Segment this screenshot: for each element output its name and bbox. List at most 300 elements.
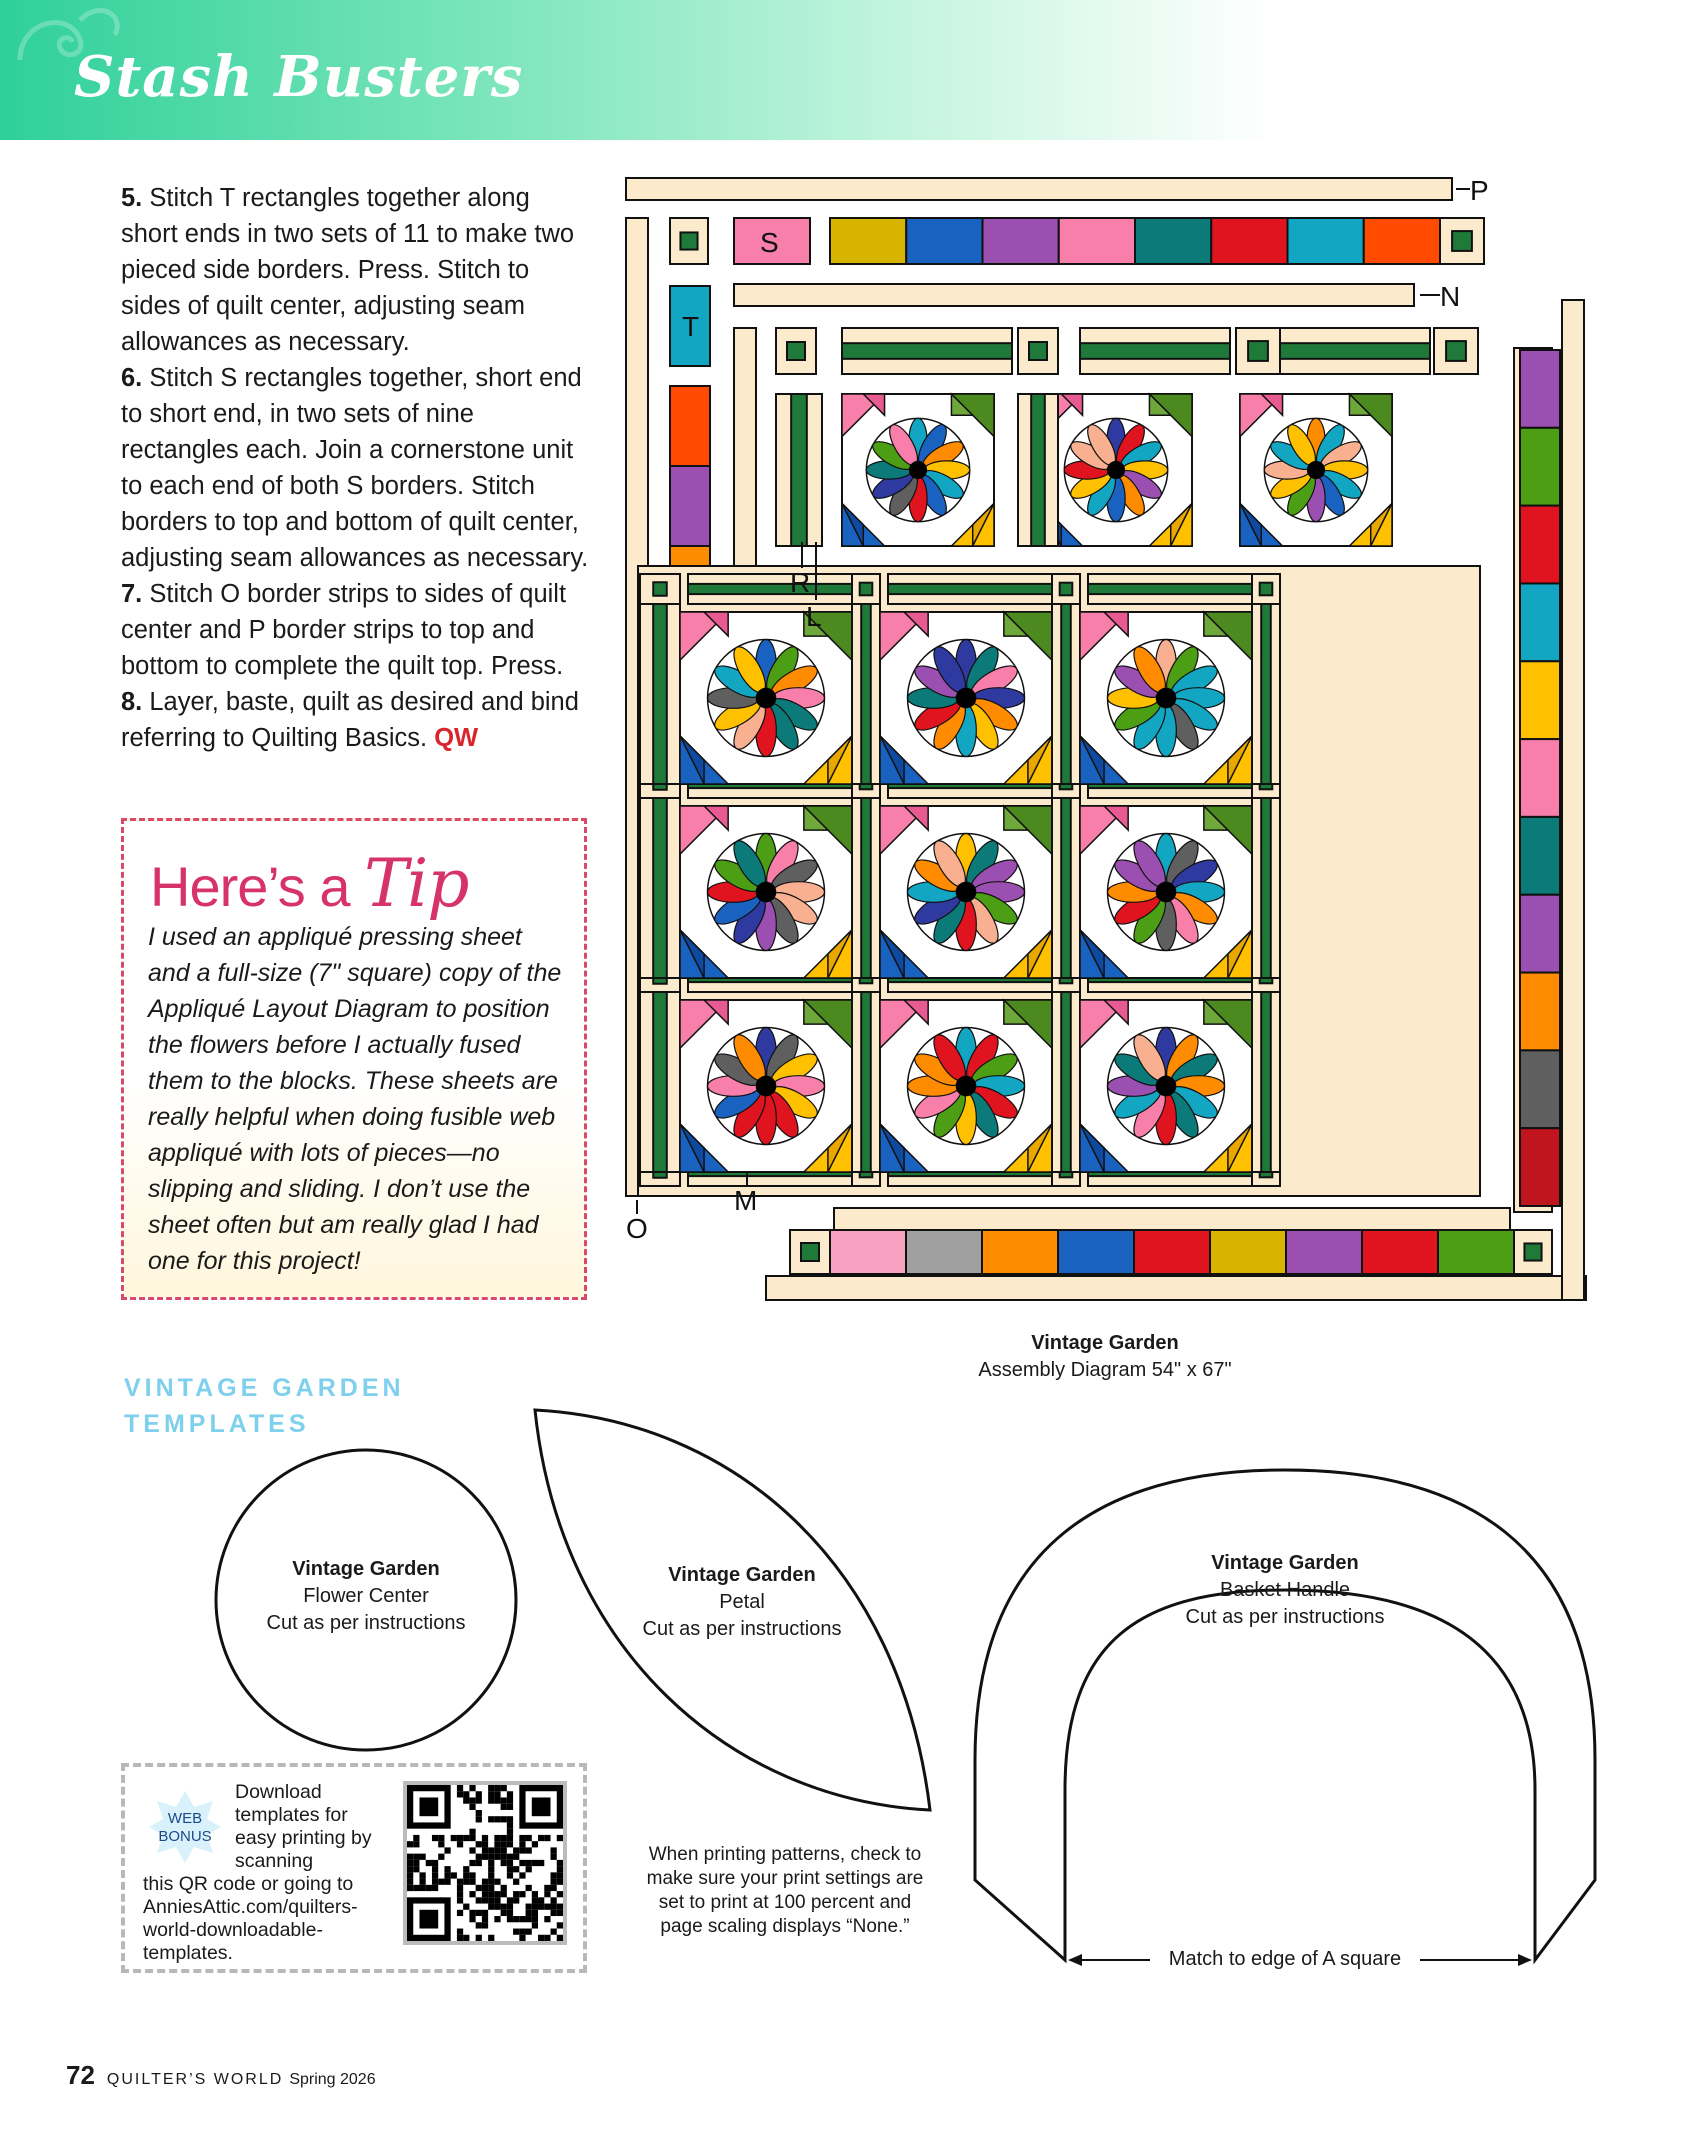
sashing-green bbox=[1261, 798, 1271, 978]
qr-module bbox=[551, 1929, 557, 1935]
flower-center bbox=[1107, 461, 1125, 479]
border-t-piece bbox=[1520, 1128, 1560, 1206]
cornerstone-center bbox=[860, 583, 873, 596]
tip-title: Here’s a Tip bbox=[150, 845, 469, 922]
border-t-piece bbox=[1520, 973, 1560, 1051]
cornerstone-center bbox=[1029, 342, 1047, 360]
qr-module bbox=[482, 1922, 488, 1928]
qr-module bbox=[507, 1797, 513, 1803]
qr-module bbox=[476, 1910, 482, 1916]
border-s-piece bbox=[1286, 1230, 1362, 1274]
tip-box bbox=[121, 818, 587, 1300]
qr-module bbox=[494, 1797, 500, 1803]
qr-module bbox=[526, 1916, 532, 1922]
qr-module bbox=[407, 1866, 413, 1872]
qr-module bbox=[482, 1847, 488, 1853]
basket-handle-label: Vintage Garden Basket Handle Cut as per instructions bbox=[1185, 1552, 1385, 1628]
qr-module bbox=[407, 1879, 413, 1885]
border-t-piece bbox=[1520, 506, 1560, 584]
qr-module bbox=[494, 1847, 500, 1853]
qr-module bbox=[526, 1904, 532, 1910]
qr-module bbox=[557, 1866, 563, 1872]
qr-module bbox=[557, 1910, 563, 1916]
qr-module bbox=[457, 1897, 463, 1903]
flower-center bbox=[756, 1076, 777, 1097]
sashing-green bbox=[1088, 584, 1252, 594]
qr-code[interactable] bbox=[403, 1781, 567, 1945]
qr-module bbox=[432, 1872, 438, 1878]
qr-module bbox=[507, 1816, 513, 1822]
qr-module bbox=[532, 1922, 538, 1928]
qr-module bbox=[407, 1872, 413, 1878]
magazine-name: QUILTER’S WORLD bbox=[106, 2071, 284, 2088]
qr-module bbox=[532, 1860, 538, 1866]
border-s-piece bbox=[1288, 218, 1364, 264]
qr-module bbox=[501, 1797, 507, 1803]
qr-module bbox=[457, 1885, 463, 1891]
qr-module bbox=[419, 1854, 425, 1860]
qr-module bbox=[519, 1835, 525, 1841]
qr-module bbox=[413, 1854, 419, 1860]
qr-module bbox=[476, 1791, 482, 1797]
svg-text:BONUS: BONUS bbox=[158, 1828, 212, 1845]
flower-center bbox=[1156, 688, 1177, 709]
qr-module bbox=[432, 1835, 438, 1841]
qr-module bbox=[526, 1835, 532, 1841]
templates-heading: VINTAGE GARDEN TEMPLATES bbox=[124, 1374, 405, 1438]
border-t-piece bbox=[1520, 1050, 1560, 1128]
qr-module bbox=[557, 1879, 563, 1885]
flower-center-label: Vintage Garden Flower Center Cut as per instructions bbox=[266, 1558, 466, 1634]
qr-module bbox=[557, 1891, 563, 1897]
sashing-green bbox=[842, 343, 1012, 359]
qr-module bbox=[482, 1841, 488, 1847]
qr-module bbox=[432, 1879, 438, 1885]
qr-module bbox=[507, 1829, 513, 1835]
qr-module bbox=[482, 1897, 488, 1903]
qr-module bbox=[488, 1797, 494, 1803]
qr-module bbox=[488, 1860, 494, 1866]
qr-module bbox=[469, 1804, 475, 1810]
qr-module bbox=[438, 1879, 444, 1885]
border-t-piece bbox=[670, 386, 710, 466]
step-7: 7. Stitch O border strips to sides of quilt center and P border strips to top and bottom to complete the quilt top. Press. bbox=[121, 580, 567, 680]
qr-module bbox=[494, 1916, 500, 1922]
qr-module bbox=[513, 1866, 519, 1872]
qr-module bbox=[501, 1910, 507, 1916]
qr-module bbox=[469, 1797, 475, 1803]
qr-module bbox=[457, 1879, 463, 1885]
label-m: M bbox=[734, 1185, 758, 1216]
border-s-piece bbox=[830, 218, 906, 264]
qr-module bbox=[507, 1804, 513, 1810]
label-n: N bbox=[1440, 281, 1461, 312]
qr-module bbox=[419, 1879, 425, 1885]
flower-center bbox=[956, 882, 977, 903]
cornerstone-center bbox=[1260, 583, 1273, 596]
qr-module bbox=[457, 1785, 463, 1791]
step-6: 6. Stitch S rectangles together, short end to short end, in two sets of nine rectangles each. Join a cornerstone unit to each end of both S borders. Stitch borders to top and bottom of quilt center, adjusting seam allowances as necessary. bbox=[121, 364, 589, 572]
qr-module bbox=[551, 1854, 557, 1860]
qr-module bbox=[519, 1872, 525, 1878]
qr-module bbox=[476, 1922, 482, 1928]
qr-module bbox=[407, 1885, 413, 1891]
qr-module bbox=[501, 1841, 507, 1847]
qr-module bbox=[551, 1897, 557, 1903]
qr-module bbox=[457, 1910, 463, 1916]
sashing-green bbox=[1261, 604, 1271, 784]
border-n-strip bbox=[734, 284, 1414, 306]
qr-module bbox=[494, 1904, 500, 1910]
qr-module bbox=[469, 1910, 475, 1916]
qr-module bbox=[513, 1879, 519, 1885]
qr-module bbox=[413, 1885, 419, 1891]
qr-module bbox=[488, 1791, 494, 1797]
cornerstone-center bbox=[1248, 341, 1268, 361]
flower-center bbox=[956, 1076, 977, 1097]
qr-module bbox=[538, 1835, 544, 1841]
qr-module bbox=[488, 1904, 494, 1910]
qr-module bbox=[469, 1785, 475, 1791]
qr-module bbox=[557, 1935, 563, 1941]
border-s-piece bbox=[1135, 218, 1211, 264]
qr-module bbox=[526, 1860, 532, 1866]
qr-module bbox=[532, 1916, 538, 1922]
sashing-green bbox=[1031, 394, 1045, 546]
qr-module bbox=[432, 1885, 438, 1891]
qr-module bbox=[476, 1897, 482, 1903]
qr-module bbox=[507, 1897, 513, 1903]
border-s-piece bbox=[906, 1230, 982, 1274]
cornerstone-center bbox=[801, 1243, 819, 1261]
qr-module bbox=[544, 1835, 550, 1841]
qr-module bbox=[507, 1835, 513, 1841]
qr-module bbox=[488, 1854, 494, 1860]
qr-module bbox=[538, 1935, 544, 1941]
border-s-piece bbox=[1059, 218, 1135, 264]
qr-module bbox=[532, 1897, 538, 1903]
cornerstone-center bbox=[1524, 1243, 1541, 1260]
border-s-piece bbox=[983, 218, 1059, 264]
qr-module bbox=[519, 1891, 525, 1897]
qr-module bbox=[544, 1885, 550, 1891]
qr-module bbox=[463, 1866, 469, 1872]
qr-module bbox=[519, 1860, 525, 1866]
footer bbox=[66, 2060, 376, 2091]
qr-module bbox=[507, 1854, 513, 1860]
border-t-piece bbox=[1520, 817, 1560, 895]
qr-module bbox=[501, 1835, 507, 1841]
instruction-steps bbox=[121, 180, 591, 756]
qr-module bbox=[501, 1885, 507, 1891]
qr-module bbox=[501, 1816, 507, 1822]
qr-module bbox=[419, 1910, 438, 1929]
qr-module bbox=[494, 1791, 500, 1797]
border-t-piece bbox=[1520, 661, 1560, 739]
label-r: R bbox=[790, 567, 811, 598]
qr-module bbox=[413, 1835, 419, 1841]
qr-module bbox=[438, 1854, 444, 1860]
qr-module bbox=[469, 1916, 475, 1922]
qr-module bbox=[544, 1891, 550, 1897]
qr-module bbox=[413, 1841, 419, 1847]
qr-module bbox=[519, 1935, 525, 1941]
qr-module bbox=[538, 1860, 544, 1866]
svg-text:WEB: WEB bbox=[167, 1810, 203, 1827]
step-5: 5. Stitch T rectangles together along short ends in two sets of 11 to make two pieced side borders. Press. Stitch to sides of quilt center, adjusting seam allowances as necessary. bbox=[121, 184, 575, 356]
border-s-piece bbox=[1134, 1230, 1210, 1274]
qr-module bbox=[532, 1797, 551, 1816]
sashing-green bbox=[1061, 604, 1071, 784]
qr-module bbox=[494, 1891, 500, 1897]
qr-module bbox=[457, 1935, 463, 1941]
qr-module bbox=[482, 1885, 488, 1891]
qr-module bbox=[488, 1879, 494, 1885]
qr-module bbox=[438, 1841, 444, 1847]
qr-module bbox=[476, 1885, 482, 1891]
cornerstone-center bbox=[787, 342, 805, 360]
qr-module bbox=[476, 1797, 482, 1803]
qr-module bbox=[457, 1891, 463, 1897]
qr-module bbox=[407, 1841, 413, 1847]
petal-label: Vintage Garden Petal Cut as per instructions bbox=[642, 1564, 842, 1640]
border-s-piece bbox=[1058, 1230, 1134, 1274]
label-s: S bbox=[760, 227, 779, 258]
qr-module bbox=[513, 1897, 519, 1903]
qr-module bbox=[469, 1829, 475, 1835]
qr-module bbox=[407, 1854, 413, 1860]
qr-module bbox=[488, 1935, 494, 1941]
qr-module bbox=[551, 1885, 557, 1891]
border-p-strip bbox=[626, 178, 1452, 200]
qr-module bbox=[526, 1847, 532, 1853]
sashing-green bbox=[791, 394, 807, 546]
qr-module bbox=[551, 1910, 557, 1916]
sashing-green bbox=[861, 798, 871, 978]
qr-module bbox=[463, 1835, 469, 1841]
qr-module bbox=[463, 1879, 469, 1885]
border-s-piece bbox=[906, 218, 982, 264]
qr-module bbox=[488, 1872, 494, 1878]
qr-module bbox=[501, 1860, 507, 1866]
sashing-green bbox=[1280, 343, 1430, 359]
border-s-piece bbox=[1364, 218, 1440, 264]
qr-module bbox=[482, 1910, 488, 1916]
qr-module bbox=[507, 1916, 513, 1922]
label-p: P bbox=[1470, 175, 1489, 206]
label-l: L bbox=[806, 601, 822, 632]
qr-module bbox=[494, 1897, 500, 1903]
qr-module bbox=[469, 1879, 475, 1885]
border-t-piece bbox=[1520, 428, 1560, 506]
qr-module bbox=[494, 1816, 500, 1822]
qr-module bbox=[469, 1872, 475, 1878]
qr-module bbox=[457, 1791, 463, 1797]
label-t: T bbox=[682, 311, 700, 342]
print-note: When printing patterns, check to make sure your print settings are set to print at 100 percent and page scaling displays “None.” bbox=[646, 1844, 924, 1937]
qr-module bbox=[507, 1910, 513, 1916]
border-t-piece bbox=[1520, 583, 1560, 661]
qr-module bbox=[419, 1885, 425, 1891]
flower-center bbox=[956, 688, 977, 709]
qr-module bbox=[507, 1791, 513, 1797]
issue-date: Spring 2026 bbox=[289, 2071, 376, 2088]
qr-module bbox=[557, 1922, 563, 1928]
qr-module bbox=[501, 1804, 507, 1810]
qr-module bbox=[551, 1879, 557, 1885]
qr-module bbox=[463, 1797, 469, 1803]
qr-module bbox=[482, 1854, 488, 1860]
cornerstone-center bbox=[653, 582, 667, 596]
qr-module bbox=[482, 1891, 488, 1897]
qr-module bbox=[501, 1891, 507, 1897]
assembly-caption: Vintage Garden Assembly Diagram 54" x 67" bbox=[978, 1332, 1232, 1381]
qr-module bbox=[532, 1910, 538, 1916]
qr-module bbox=[557, 1835, 563, 1841]
qr-module bbox=[444, 1879, 450, 1885]
qr-module bbox=[501, 1785, 507, 1791]
flower-center bbox=[756, 882, 777, 903]
qr-module bbox=[526, 1929, 532, 1935]
qr-module bbox=[557, 1904, 563, 1910]
web-bonus-badge bbox=[147, 1789, 223, 1865]
qr-module bbox=[532, 1841, 538, 1847]
sashing-green bbox=[1261, 992, 1271, 1172]
sashing-green bbox=[1061, 798, 1071, 978]
qr-module bbox=[476, 1860, 482, 1866]
qr-module bbox=[457, 1929, 463, 1935]
flower-center bbox=[909, 461, 927, 479]
qr-module bbox=[476, 1935, 482, 1941]
qr-module bbox=[488, 1847, 494, 1853]
qr-module bbox=[432, 1866, 438, 1872]
border-t-piece bbox=[670, 466, 710, 546]
qr-module bbox=[557, 1860, 563, 1866]
qr-module bbox=[513, 1916, 519, 1922]
qr-module bbox=[469, 1860, 475, 1866]
match-edge-label: Match to edge of A square bbox=[1150, 1946, 1420, 1973]
border-t-piece bbox=[1520, 895, 1560, 973]
qr-module bbox=[488, 1885, 494, 1891]
cornerstone-center bbox=[1446, 341, 1466, 361]
qr-module bbox=[557, 1872, 563, 1878]
qr-module bbox=[469, 1847, 475, 1853]
sashing-green bbox=[888, 584, 1052, 594]
qr-module bbox=[513, 1891, 519, 1897]
qr-module bbox=[507, 1866, 513, 1872]
label-o: O bbox=[626, 1213, 648, 1244]
qr-module bbox=[426, 1860, 432, 1866]
flower-center bbox=[756, 688, 777, 709]
qr-module bbox=[519, 1929, 525, 1935]
qr-module bbox=[501, 1854, 507, 1860]
qr-module bbox=[482, 1879, 488, 1885]
border-n-strip bbox=[834, 1208, 1510, 1230]
qr-module bbox=[407, 1860, 413, 1866]
sashing-green bbox=[1061, 992, 1071, 1172]
qr-module bbox=[494, 1835, 500, 1841]
tip-body: I used an appliqué pressing sheet and a full-size (7" square) copy of the Appliqué Layout Diagram to position the flowers before I actually fused them to the blocks. These sheets are really helpful when doing fusible web appliqué with lots of pieces—no slipping and sliding. I don’t use the sheet often but am really glad I had one for this project! bbox=[148, 923, 562, 1275]
qr-module bbox=[476, 1841, 482, 1847]
sashing-green bbox=[653, 992, 667, 1172]
qr-module bbox=[526, 1910, 532, 1916]
qr-module bbox=[544, 1904, 550, 1910]
assembly-diagram bbox=[620, 168, 1700, 1308]
qr-module bbox=[444, 1847, 450, 1853]
qr-module bbox=[507, 1872, 513, 1878]
sashing-green bbox=[653, 604, 667, 784]
qr-code-icon bbox=[407, 1785, 563, 1941]
border-t-piece bbox=[1520, 350, 1560, 428]
qr-module bbox=[551, 1904, 557, 1910]
cornerstone-center bbox=[1060, 583, 1073, 596]
qr-module bbox=[457, 1835, 463, 1841]
web-bonus-text-2[interactable]: this QR code or going to AnniesAttic.com/quilters-world-downloadable-templates. bbox=[143, 1873, 358, 1964]
cornerstone-center bbox=[1452, 231, 1472, 251]
qr-module bbox=[526, 1885, 532, 1891]
qr-module bbox=[544, 1935, 550, 1941]
sashing-green bbox=[861, 604, 871, 784]
qr-module bbox=[482, 1835, 488, 1841]
qr-module bbox=[451, 1872, 457, 1878]
qr-module bbox=[463, 1904, 469, 1910]
page-number: 72 bbox=[66, 2060, 95, 2090]
qr-module bbox=[419, 1797, 438, 1816]
border-t-piece bbox=[1520, 739, 1560, 817]
qr-module bbox=[419, 1872, 425, 1878]
sashing-green bbox=[688, 584, 852, 594]
qr-module bbox=[451, 1835, 457, 1841]
qr-module bbox=[488, 1816, 494, 1822]
qr-module bbox=[426, 1885, 432, 1891]
qr-module bbox=[507, 1841, 513, 1847]
section-title: Stash Busters bbox=[74, 44, 524, 110]
qr-module bbox=[413, 1866, 419, 1872]
step-8: 8. Layer, baste, quilt as desired and bind referring to Quilting Basics. QW bbox=[121, 688, 579, 752]
qr-module bbox=[494, 1879, 500, 1885]
sashing-green bbox=[861, 992, 871, 1172]
qr-module bbox=[463, 1935, 469, 1941]
qr-module bbox=[513, 1929, 519, 1935]
qr-module bbox=[513, 1847, 519, 1853]
qr-module bbox=[444, 1872, 450, 1878]
border-s-piece bbox=[1362, 1230, 1438, 1274]
qr-module bbox=[513, 1854, 519, 1860]
border-p-strip bbox=[766, 1276, 1586, 1300]
web-bonus-text-1: Download templates for easy printing by scanning bbox=[235, 1781, 372, 1872]
qr-module bbox=[482, 1916, 488, 1922]
qr-module bbox=[551, 1872, 557, 1878]
qr-module bbox=[469, 1891, 475, 1897]
qr-module bbox=[507, 1860, 513, 1866]
qr-module bbox=[488, 1866, 494, 1872]
qr-module bbox=[438, 1835, 444, 1841]
flower-center bbox=[1307, 461, 1325, 479]
border-s-piece bbox=[982, 1230, 1058, 1274]
qr-module bbox=[494, 1841, 500, 1847]
qw-end-mark: QW bbox=[434, 724, 479, 752]
qr-module bbox=[463, 1791, 469, 1797]
border-o-strip bbox=[1562, 300, 1584, 1300]
qr-module bbox=[476, 1810, 482, 1816]
qr-module bbox=[488, 1897, 494, 1903]
border-s-piece bbox=[1438, 1230, 1514, 1274]
qr-module bbox=[526, 1866, 532, 1872]
qr-module bbox=[544, 1916, 550, 1922]
qr-module bbox=[494, 1854, 500, 1860]
qr-module bbox=[538, 1904, 544, 1910]
flower-center bbox=[1156, 882, 1177, 903]
